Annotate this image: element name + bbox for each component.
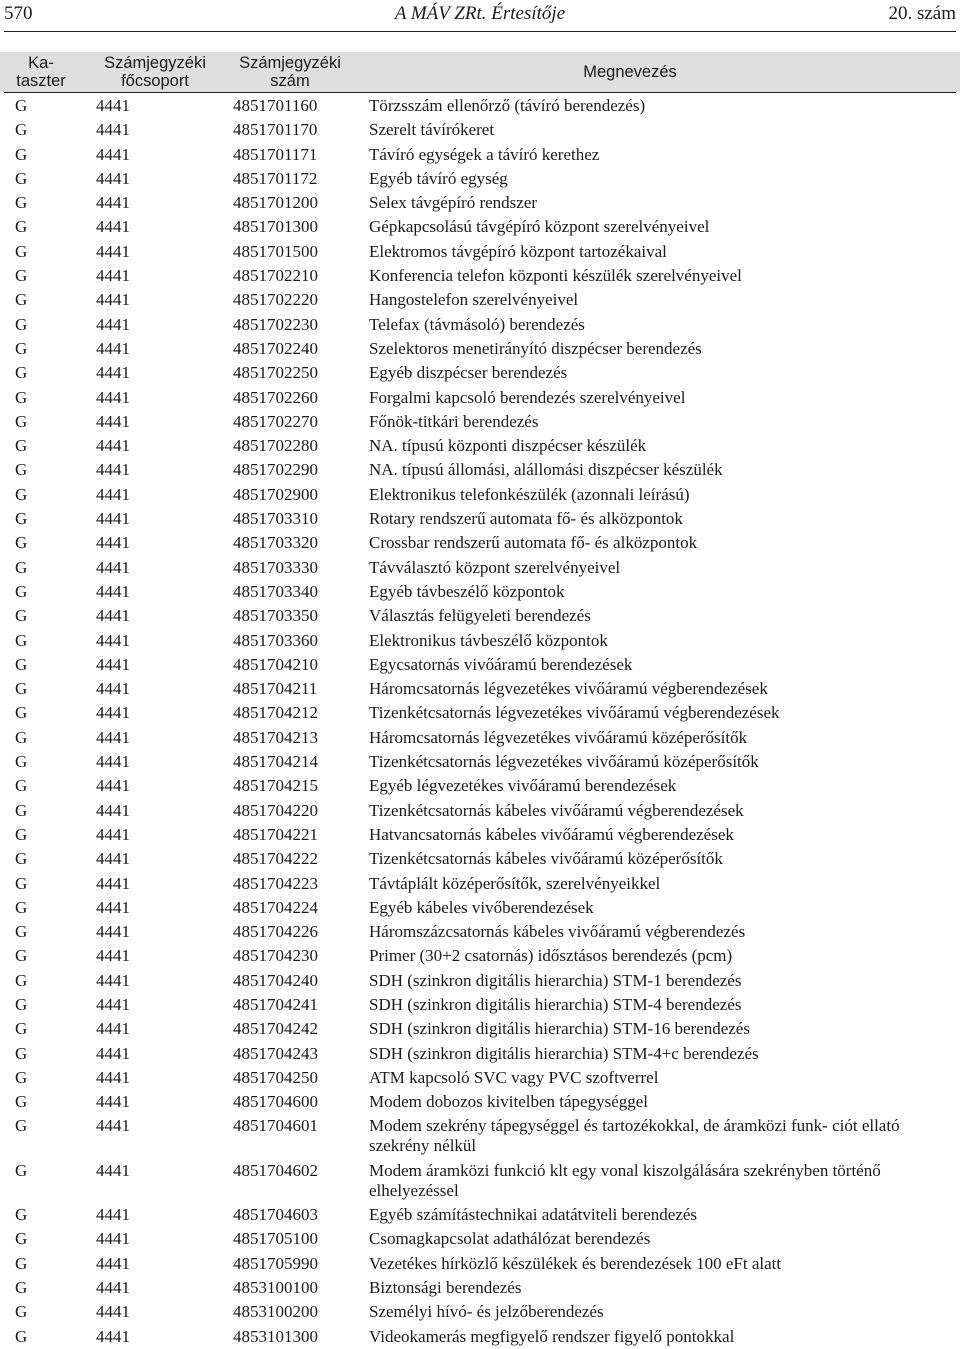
row-main-group: 4441 — [96, 387, 130, 407]
table-row — [0, 677, 960, 701]
row-name: Tizenkétcsatornás légvezetékes vivőáramú végberendezések — [369, 703, 780, 723]
table-row — [0, 1276, 960, 1300]
row-number: 4851704250 — [233, 1067, 318, 1087]
table-row — [0, 774, 960, 798]
row-number: 4851704602 — [233, 1160, 318, 1180]
row-name: Videokamerás megfigyelő rendszer figyelő pontokkal — [369, 1326, 735, 1346]
row-main-group: 4441 — [96, 994, 130, 1014]
row-name: Egyéb diszpécser berendezés — [369, 363, 568, 383]
row-number: 4851703330 — [233, 557, 318, 577]
row-category: G — [15, 654, 28, 674]
row-main-group: 4441 — [96, 363, 130, 383]
row-number: 4851701170 — [233, 120, 318, 140]
table-row — [0, 1252, 960, 1276]
table-row — [0, 240, 960, 264]
table-row — [0, 993, 960, 1017]
row-category: G — [15, 897, 28, 917]
row-category: G — [15, 824, 28, 844]
row-category: G — [15, 1205, 28, 1225]
table-body — [0, 94, 960, 1349]
table-header-divider — [4, 92, 956, 93]
journal-title: A MÁV ZRt. Értesítője — [394, 3, 566, 24]
row-main-group: 4441 — [96, 1277, 130, 1297]
page-number: 570 — [4, 3, 33, 24]
table-row — [0, 434, 960, 458]
row-category: G — [15, 922, 28, 942]
row-main-group: 4441 — [96, 873, 130, 893]
table-row — [0, 1114, 960, 1158]
row-name: Egyéb légvezetékes vivőáramú berendezések — [369, 776, 677, 796]
row-category: G — [15, 1277, 28, 1297]
row-category: G — [15, 144, 28, 164]
table-row — [0, 167, 960, 191]
row-main-group: 4441 — [96, 217, 130, 237]
row-main-group: 4441 — [96, 824, 130, 844]
row-main-group: 4441 — [96, 1205, 130, 1225]
row-main-group: 4441 — [96, 606, 130, 626]
row-name: Távválasztó központ szerelvényeivel — [369, 557, 621, 577]
row-main-group: 4441 — [96, 727, 130, 747]
row-main-group: 4441 — [96, 314, 130, 334]
table-row — [0, 191, 960, 215]
table-row — [0, 1227, 960, 1251]
row-number: 4851702210 — [233, 266, 318, 286]
row-category: G — [15, 873, 28, 893]
row-category: G — [15, 727, 28, 747]
row-main-group: 4441 — [96, 241, 130, 261]
row-main-group: 4441 — [96, 1019, 130, 1039]
table-row — [0, 872, 960, 896]
table-row — [0, 337, 960, 361]
row-category: G — [15, 120, 28, 140]
row-number: 4851704243 — [233, 1043, 318, 1063]
row-name: SDH (szinkron digitális hierarchia) STM-1 berendezés — [369, 970, 742, 990]
row-number: 4851703360 — [233, 630, 318, 650]
row-main-group: 4441 — [96, 849, 130, 869]
row-main-group: 4441 — [96, 168, 130, 188]
row-number: 4851704221 — [233, 824, 318, 844]
row-category: G — [15, 1302, 28, 1322]
row-main-group: 4441 — [96, 581, 130, 601]
row-main-group: 4441 — [96, 897, 130, 917]
table-row — [0, 701, 960, 725]
row-number: 4851705100 — [233, 1229, 318, 1249]
row-category: G — [15, 1067, 28, 1087]
row-main-group: 4441 — [96, 922, 130, 942]
row-main-group: 4441 — [96, 411, 130, 431]
row-number: 4851703310 — [233, 509, 318, 529]
row-number: 4853100200 — [233, 1302, 318, 1322]
row-main-group: 4441 — [96, 800, 130, 820]
row-category: G — [15, 679, 28, 699]
table-row — [0, 1042, 960, 1066]
row-number: 4851704230 — [233, 946, 318, 966]
row-main-group: 4441 — [96, 1043, 130, 1063]
table-row — [0, 580, 960, 604]
row-category: G — [15, 411, 28, 431]
row-category: G — [15, 557, 28, 577]
row-main-group: 4441 — [96, 1160, 130, 1180]
row-main-group: 4441 — [96, 484, 130, 504]
table-row — [0, 556, 960, 580]
table-row — [0, 94, 960, 118]
row-name: Gépkapcsolású távgépíró központ szerelvényeivel — [369, 217, 710, 237]
row-name: NA. típusú állomási, alállomási diszpécser készülék — [369, 460, 723, 480]
table-row — [0, 823, 960, 847]
table-row — [0, 313, 960, 337]
table-row — [0, 799, 960, 823]
row-main-group: 4441 — [96, 266, 130, 286]
row-name: Távíró egységek a távíró kerethez — [369, 144, 600, 164]
table-row — [0, 1017, 960, 1041]
row-main-group: 4441 — [96, 120, 130, 140]
row-category: G — [15, 290, 28, 310]
row-category: G — [15, 1326, 28, 1346]
row-name: Egyéb kábeles vivőberendezések — [369, 897, 594, 917]
column-header-category: Ka- taszter — [16, 54, 66, 90]
row-name: Crossbar rendszerű automata fő- és alközpontok — [369, 533, 698, 553]
table-row — [0, 604, 960, 628]
row-number: 4851702900 — [233, 484, 318, 504]
table-row — [0, 507, 960, 531]
table-row — [0, 896, 960, 920]
row-category: G — [15, 241, 28, 261]
row-number: 4851704242 — [233, 1019, 318, 1039]
table-row — [0, 1300, 960, 1324]
row-number: 4851704603 — [233, 1205, 318, 1225]
row-category: G — [15, 217, 28, 237]
row-name: Modem áramközi funkció klt egy vonal kiszolgálására szekrényben történő elhelyezéssel — [369, 1160, 881, 1200]
row-category: G — [15, 484, 28, 504]
row-category: G — [15, 533, 28, 553]
row-name: Személyi hívó- és jelzőberendezés — [369, 1302, 604, 1322]
row-name: Főnök-titkári berendezés — [369, 411, 539, 431]
row-name: Konferencia telefon központi készülék szerelvényeivel — [369, 266, 742, 286]
row-number: 4851703350 — [233, 606, 318, 626]
table-header — [0, 52, 960, 92]
row-name: Hatvancsatornás kábeles vivőáramú végberendezések — [369, 824, 734, 844]
row-name: Modem szekrény tápegységgel és tartozékokkal, de áramközi funk- ciót ellató szekrény nélkül — [369, 1116, 900, 1156]
row-number: 4851702250 — [233, 363, 318, 383]
row-main-group: 4441 — [96, 193, 130, 213]
table-row — [0, 750, 960, 774]
row-main-group: 4441 — [96, 1229, 130, 1249]
table-row — [0, 264, 960, 288]
row-number: 4851704223 — [233, 873, 318, 893]
row-name: Telefax (távmásoló) berendezés — [369, 314, 585, 334]
table-row — [0, 410, 960, 434]
row-category: G — [15, 849, 28, 869]
row-category: G — [15, 994, 28, 1014]
row-name: Elektromos távgépíró központ tartozékaival — [369, 241, 667, 261]
table-row — [0, 653, 960, 677]
table-row — [0, 944, 960, 968]
row-main-group: 4441 — [96, 679, 130, 699]
row-number: 4851702220 — [233, 290, 318, 310]
table-row — [0, 1159, 960, 1203]
row-name: Szerelt távírókeret — [369, 120, 495, 140]
row-name: Távtáplált középerősítők, szerelvényeikkel — [369, 873, 661, 893]
row-main-group: 4441 — [96, 290, 130, 310]
row-main-group: 4441 — [96, 1302, 130, 1322]
row-main-group: 4441 — [96, 338, 130, 358]
row-name: Csomagkapcsolat adathálózat berendezés — [369, 1229, 651, 1249]
row-main-group: 4441 — [96, 752, 130, 772]
row-category: G — [15, 96, 28, 115]
header-divider — [4, 31, 956, 32]
row-main-group: 4441 — [96, 144, 130, 164]
row-number: 4851704212 — [233, 703, 318, 723]
row-main-group: 4441 — [96, 460, 130, 480]
table-row — [0, 969, 960, 993]
row-number: 4851704601 — [233, 1116, 318, 1136]
row-number: 4851704240 — [233, 970, 318, 990]
column-header-number: Számjegyzéki szám — [239, 54, 341, 90]
row-number: 4851704224 — [233, 897, 318, 917]
row-number: 4851701171 — [233, 144, 318, 164]
row-name: Modem dobozos kivitelben tápegységgel — [369, 1092, 649, 1112]
row-category: G — [15, 363, 28, 383]
row-name: NA. típusú központi diszpécser készülék — [369, 436, 647, 456]
row-number: 4851704215 — [233, 776, 318, 796]
row-category: G — [15, 1092, 28, 1112]
row-name: ATM kapcsoló SVC vagy PVC szoftverrel — [369, 1067, 659, 1087]
row-number: 4851701500 — [233, 241, 318, 261]
table-row — [0, 847, 960, 871]
row-name: SDH (szinkron digitális hierarchia) STM-16 berendezés — [369, 1019, 750, 1039]
row-number: 4851704210 — [233, 654, 318, 674]
row-name: Egyéb távbeszélő központok — [369, 581, 565, 601]
row-number: 4851704600 — [233, 1092, 318, 1112]
table-row — [0, 361, 960, 385]
row-category: G — [15, 338, 28, 358]
row-main-group: 4441 — [96, 1116, 130, 1136]
row-category: G — [15, 1229, 28, 1249]
row-main-group: 4441 — [96, 96, 130, 115]
row-category: G — [15, 460, 28, 480]
row-category: G — [15, 509, 28, 529]
row-name: Választás felügyeleti berendezés — [369, 606, 591, 626]
row-name: Egyéb távíró egység — [369, 168, 508, 188]
row-main-group: 4441 — [96, 654, 130, 674]
row-name: Tizenkétcsatornás légvezetékes vivőáramú középerősítők — [369, 752, 759, 772]
table-row — [0, 726, 960, 750]
row-number: 4851701172 — [233, 168, 318, 188]
table-row — [0, 458, 960, 482]
column-header-name: Megnevezés — [583, 63, 677, 81]
row-number: 4851704226 — [233, 922, 318, 942]
row-category: G — [15, 630, 28, 650]
row-category: G — [15, 606, 28, 626]
row-number: 4851704220 — [233, 800, 318, 820]
row-category: G — [15, 193, 28, 213]
row-number: 4851703320 — [233, 533, 318, 553]
row-category: G — [15, 1116, 28, 1136]
row-main-group: 4441 — [96, 509, 130, 529]
row-name: Selex távgépíró rendszer — [369, 193, 538, 213]
row-number: 4851702280 — [233, 436, 318, 456]
row-name: Háromcsatornás légvezetékes vivőáramú középerősítők — [369, 727, 748, 747]
row-category: G — [15, 266, 28, 286]
row-name: Rotary rendszerű automata fő- és alközpontok — [369, 509, 683, 529]
row-name: Hangostelefon szerelvényeivel — [369, 290, 579, 310]
row-number: 4851705990 — [233, 1253, 318, 1273]
row-name: Vezetékes hírközlő készülékek és berendezések 100 eFt alatt — [369, 1253, 782, 1273]
row-category: G — [15, 776, 28, 796]
row-main-group: 4441 — [96, 970, 130, 990]
table-row — [0, 1090, 960, 1114]
row-category: G — [15, 168, 28, 188]
row-main-group: 4441 — [96, 557, 130, 577]
row-category: G — [15, 1160, 28, 1180]
row-name: Elektronikus telefonkészülék (azonnali leírású) — [369, 484, 690, 504]
row-number: 4851701160 — [233, 96, 318, 115]
row-number: 4851701300 — [233, 217, 318, 237]
row-category: G — [15, 752, 28, 772]
row-number: 4851702260 — [233, 387, 318, 407]
table-row — [0, 531, 960, 555]
row-main-group: 4441 — [96, 630, 130, 650]
page-header — [0, 0, 960, 34]
row-name: Szelektoros menetirányító diszpécser berendezés — [369, 338, 702, 358]
row-category: G — [15, 314, 28, 334]
row-category: G — [15, 387, 28, 407]
row-name: SDH (szinkron digitális hierarchia) STM-4 berendezés — [369, 994, 742, 1014]
row-name: Törzsszám ellenőrző (távíró berendezés) — [369, 96, 646, 115]
table-row — [0, 1066, 960, 1090]
row-name: Elektronikus távbeszélő központok — [369, 630, 608, 650]
row-name: Primer (30+2 csatornás) idősztásos berendezés (pcm) — [369, 946, 733, 966]
row-main-group: 4441 — [96, 776, 130, 796]
row-name: Tizenkétcsatornás kábeles vivőáramú végberendezések — [369, 800, 744, 820]
row-main-group: 4441 — [96, 436, 130, 456]
row-number: 4853100100 — [233, 1277, 318, 1297]
row-number: 4851704211 — [233, 679, 318, 699]
row-category: G — [15, 436, 28, 456]
row-name: Forgalmi kapcsoló berendezés szerelvényeivel — [369, 387, 686, 407]
table-row — [0, 629, 960, 653]
row-number: 4851702240 — [233, 338, 318, 358]
row-main-group: 4441 — [96, 1253, 130, 1273]
table-row — [0, 143, 960, 167]
row-category: G — [15, 1043, 28, 1063]
row-name: Háromszázcsatornás kábeles vivőáramú végberendezés — [369, 922, 746, 942]
row-category: G — [15, 703, 28, 723]
row-category: G — [15, 1253, 28, 1273]
row-name: Biztonsági berendezés — [369, 1277, 522, 1297]
table-row — [0, 386, 960, 410]
row-category: G — [15, 800, 28, 820]
row-main-group: 4441 — [96, 1326, 130, 1346]
row-number: 4851702270 — [233, 411, 318, 431]
row-main-group: 4441 — [96, 703, 130, 723]
row-number: 4851704241 — [233, 994, 318, 1014]
row-number: 4851704214 — [233, 752, 318, 772]
row-category: G — [15, 970, 28, 990]
issue-number: 20. szám — [888, 3, 956, 24]
row-main-group: 4441 — [96, 1092, 130, 1112]
row-number: 4851703340 — [233, 581, 318, 601]
table-row — [0, 288, 960, 312]
row-category: G — [15, 946, 28, 966]
row-main-group: 4441 — [96, 533, 130, 553]
row-name: Tizenkétcsatornás kábeles vivőáramú középerősítők — [369, 849, 723, 869]
column-header-main-group: Számjegyzéki főcsoport — [104, 54, 206, 90]
row-number: 4851704222 — [233, 849, 318, 869]
table-row — [0, 483, 960, 507]
row-number: 4851701200 — [233, 193, 318, 213]
row-number: 4851704213 — [233, 727, 318, 747]
row-number: 4851702290 — [233, 460, 318, 480]
table-row — [0, 1203, 960, 1227]
row-number: 4853101300 — [233, 1326, 318, 1346]
row-name: Háromcsatornás légvezetékes vivőáramú végberendezések — [369, 679, 768, 699]
row-name: Egycsatornás vivőáramú berendezések — [369, 654, 633, 674]
row-category: G — [15, 1019, 28, 1039]
row-main-group: 4441 — [96, 1067, 130, 1087]
row-category: G — [15, 581, 28, 601]
table-row — [0, 920, 960, 944]
row-name: SDH (szinkron digitális hierarchia) STM-4+c berendezés — [369, 1043, 759, 1063]
table-row — [0, 1325, 960, 1349]
table-row — [0, 118, 960, 142]
row-name: Egyéb számítástechnikai adatátviteli berendezés — [369, 1205, 698, 1225]
row-main-group: 4441 — [96, 946, 130, 966]
row-number: 4851702230 — [233, 314, 318, 334]
table-row — [0, 215, 960, 239]
